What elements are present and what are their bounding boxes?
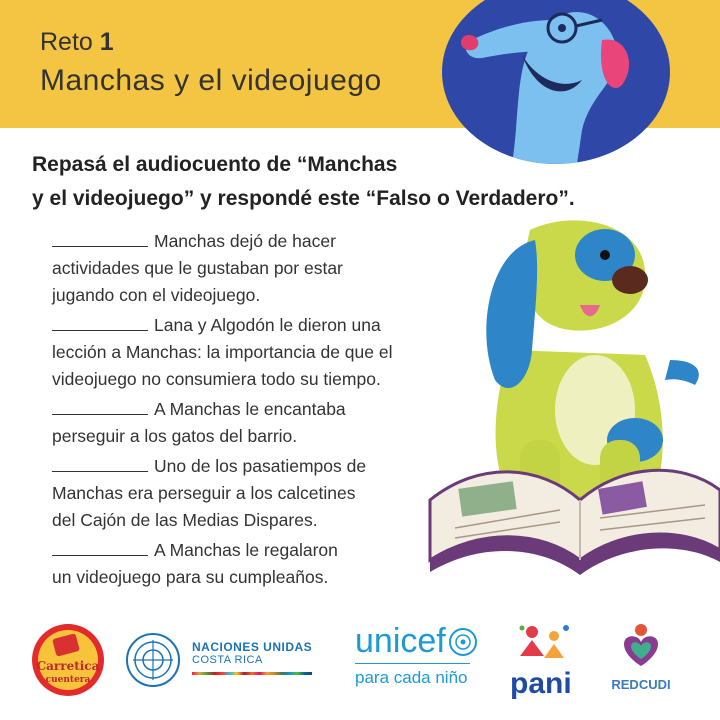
item-text: A Manchas le regalaron: [154, 540, 338, 560]
answer-blank[interactable]: [52, 539, 148, 556]
item-text: jugando con el videojuego.: [52, 285, 261, 305]
un-line-2: COSTA RICA: [192, 654, 263, 666]
un-text: [192, 640, 312, 675]
un-line-1: NACIONES UNIDAS: [192, 640, 313, 654]
item-text: actividades que le gustaban por estar: [52, 258, 343, 278]
challenge-label: [40, 28, 114, 57]
redcudi-wordmark: REDCUDI: [611, 677, 671, 692]
unicef-divider: [355, 663, 470, 664]
footer-logos: [0, 610, 720, 720]
carretica-line-1: Carretica: [36, 659, 100, 673]
item-text: un videojuego para su cumpleaños.: [52, 567, 329, 587]
answer-blank[interactable]: [52, 230, 148, 247]
item-text: Lana y Algodón le dieron una: [154, 315, 381, 335]
unicef-tagline: para cada niño: [355, 668, 468, 687]
instructions-line-1: Repasá el audiocuento de “Manchas: [32, 153, 398, 176]
unicef-wordmark: unicef: [355, 622, 446, 660]
instructions: [32, 148, 692, 216]
carretica-line-2: cuentera: [45, 675, 91, 685]
list-item: [52, 453, 472, 534]
item-text: perseguir a los gatos del barrio.: [52, 426, 298, 446]
answer-blank[interactable]: [52, 455, 148, 472]
sdg-color-bar: [192, 672, 312, 675]
answer-blank[interactable]: [52, 398, 148, 415]
unicef-logo: [355, 622, 480, 688]
item-text: del Cajón de las Medias Dispares.: [52, 510, 318, 530]
page-title: Manchas y el videojuego: [40, 64, 382, 97]
list-item: [52, 312, 472, 393]
dog-head-illustration: [442, 0, 670, 164]
challenge-number: 1: [99, 28, 114, 56]
item-text: videojuego no consumiera todo su tiempo.: [52, 369, 381, 389]
list-item: [52, 396, 472, 450]
list-item: [52, 228, 472, 309]
list-item: [52, 537, 472, 591]
instructions-line-2: y el videojuego” y respondé este “Falso o Verdadero”.: [32, 187, 575, 210]
answer-blank[interactable]: [52, 314, 148, 331]
carretica-cuentera-logo: [30, 622, 106, 698]
pani-logo: [510, 622, 580, 702]
unicef-globe-icon: [448, 627, 478, 657]
pani-wordmark: pani: [510, 667, 572, 700]
redcudi-heart-icon: [616, 622, 666, 672]
un-emblem-icon: [125, 632, 181, 688]
item-text: Manchas era perseguir a los calcetines: [52, 483, 356, 503]
item-text: Manchas dejó de hacer: [154, 231, 336, 251]
true-false-list: [52, 228, 472, 594]
dog-reading-book-illustration: [420, 210, 720, 580]
item-text: lección a Manchas: la importancia de que el: [52, 342, 393, 362]
challenge-word: Reto: [40, 28, 93, 56]
item-text: Uno de los pasatiempos de: [154, 456, 367, 476]
item-text: A Manchas le encantaba: [154, 399, 346, 419]
redcudi-logo: [603, 622, 679, 702]
pani-figures-icon: [510, 622, 580, 662]
